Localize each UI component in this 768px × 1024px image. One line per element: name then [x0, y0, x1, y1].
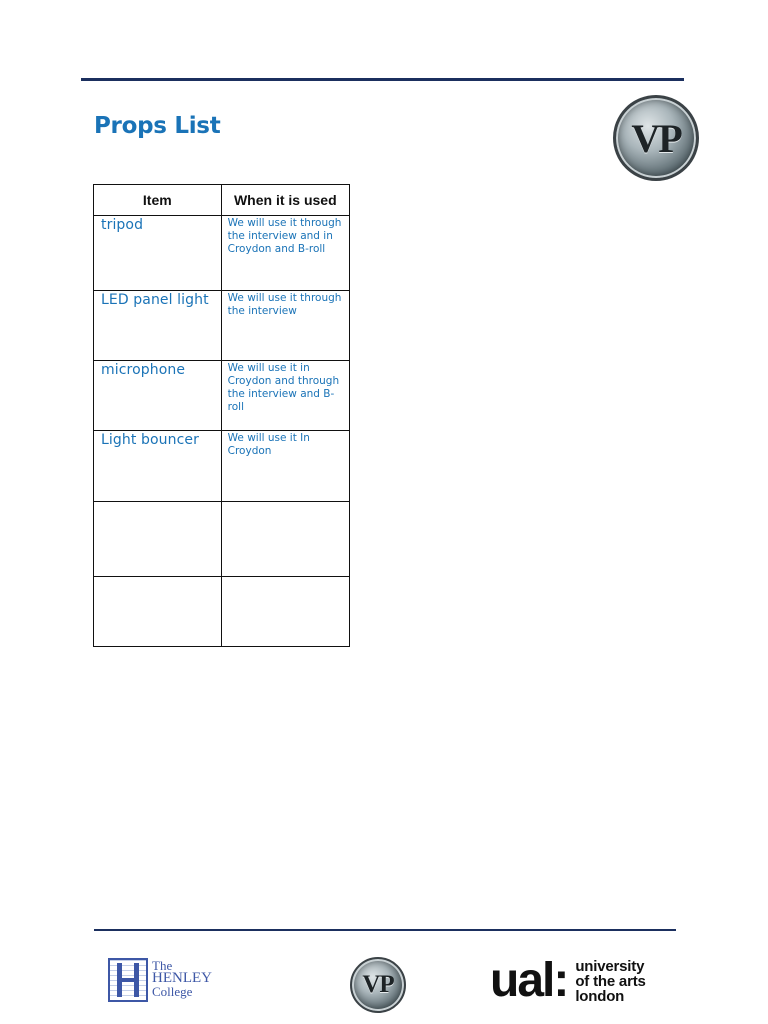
item-cell [94, 577, 222, 647]
when-cell: We will use it through the interview [221, 291, 349, 361]
ual-line-2: of the arts [575, 972, 646, 990]
header-rule [81, 78, 684, 81]
vp-logo-text: VP [631, 115, 681, 161]
henley-crest-icon [108, 958, 148, 1002]
henley-line-1: The [152, 958, 173, 973]
vp-footer-logo-text: VP [362, 971, 394, 998]
item-cell [94, 502, 222, 577]
table-row [94, 361, 350, 431]
page-title: Props List [94, 113, 221, 139]
item-cell: tripod [94, 216, 222, 291]
ual-wordmark [575, 959, 645, 1004]
props-table [93, 184, 350, 647]
item-cell: LED panel light [94, 291, 222, 361]
footer-rule [94, 929, 676, 931]
vp-logo [613, 95, 699, 181]
when-cell: We will use it through the interview and in Croydon and B-roll [221, 216, 349, 291]
when-cell: We will use it In Croydon [221, 431, 349, 502]
table-row [94, 502, 350, 577]
column-header-item: Item [94, 185, 222, 216]
table-header-row [94, 185, 350, 216]
table-row [94, 577, 350, 647]
column-header-when: When it is used [221, 185, 349, 216]
table-row [94, 216, 350, 291]
ual-logo [490, 954, 646, 1007]
table-row [94, 431, 350, 502]
when-cell: We will use it in Croydon and through the interview and B-roll [221, 361, 349, 431]
vp-footer-logo [350, 957, 406, 1013]
henley-college-logo [108, 958, 218, 1004]
when-cell [221, 577, 349, 647]
ual-line-3: london [575, 987, 625, 1005]
item-cell: microphone [94, 361, 222, 431]
ual-line-1: university [575, 957, 645, 975]
item-cell: Light bouncer [94, 431, 222, 502]
henley-line-2: HENLEY [152, 970, 212, 986]
henley-line-3: College [152, 984, 193, 999]
henley-wordmark [152, 959, 212, 998]
ual-mark: ual: [490, 954, 568, 1007]
when-cell [221, 502, 349, 577]
table-row [94, 291, 350, 361]
